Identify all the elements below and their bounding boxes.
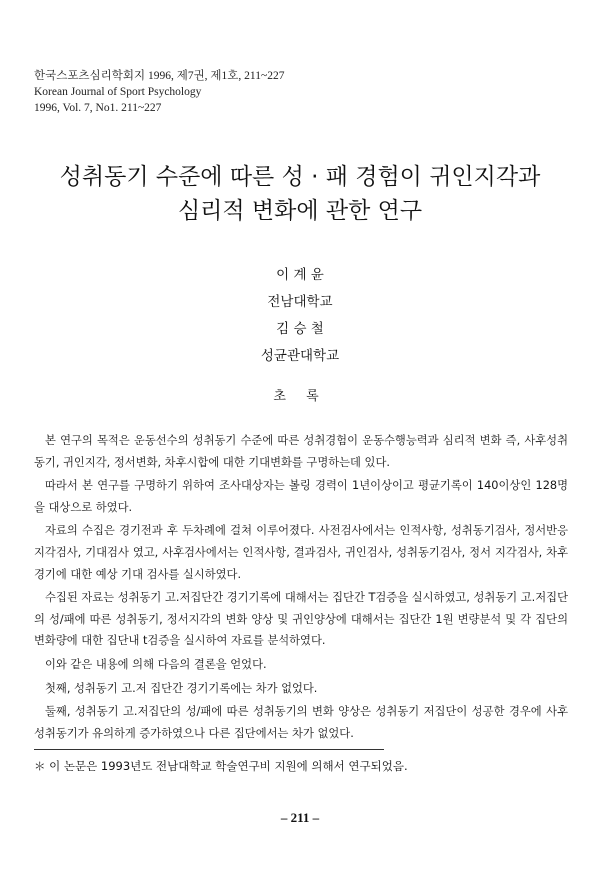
- author-name: 이 계 윤: [276, 267, 324, 283]
- abstract-heading: 초 록: [273, 389, 327, 404]
- abstract-paragraph: 이와 같은 내용에 의해 다음의 결론을 얻었다.: [45, 657, 267, 671]
- abstract-paragraph: 둘째, 성취동기 고.저집단의 성/패에 따른 성취동기의 변화 양상은 성취동기 저집단이 성공한 경우에 사후 성취동기가 유의하게 증가하였으나 다른 집단에서는 차가 없었다.: [34, 705, 568, 740]
- paper-title-line-1: 성취동기 수준에 따른 성 · 패 경험이 귀인지각과: [59, 164, 541, 190]
- paper-title-line-2: 심리적 변화에 관한 연구: [177, 198, 423, 224]
- abstract-paragraph: 자료의 수집은 경기전과 후 두차례에 걸쳐 이루어졌다. 사전검사에서는 인적사항, 성취동기검사, 정서반응 지각검사, 기대검사 였고, 사후검사에서는 인적사항, 결과검사, 귀인검사, 성취동기검사, 정서 지각검사, 차후 경기에 대한 예상 기대 검사를 실시하였다.: [34, 524, 568, 581]
- abstract-paragraph: 수집된 자료는 성취동기 고.저집단간 경기기록에 대해서는 집단간 T검증을 실시하였고, 성취동기 고.저집단의 성/패에 따른 성취동기, 정서지각의 변화 양상 및 귀인양상에 대해서는 집단간 1원 변량분석 및 각 집단의 변화량에 대한 집단내 t검증을 실시하여 자료를 분석하였다.: [34, 591, 568, 648]
- journal-english-name: Korean Journal of Sport Psychology: [34, 86, 202, 98]
- author-affiliation: 성균관대학교: [260, 348, 340, 364]
- abstract-paragraph: 본 연구의 목적은 운동선수의 성취동기 수준에 따른 성취경험이 운동수행능력과 심리적 변화 즉, 사후성취동기, 귀인지각, 정서변화, 차후시합에 대한 기대변화를 구명하는데 있다.: [34, 434, 568, 469]
- abstract-paragraph: 첫째, 성취동기 고.저 집단간 경기기록에는 차가 없었다.: [45, 681, 318, 695]
- author-affiliation: 전남대학교: [267, 294, 333, 310]
- abstract-paragraph: 따라서 본 연구를 구명하기 위하여 조사대상자는 볼링 경력이 1년이상이고 평균기록이 140이상인 128명을 대상으로 하였다.: [34, 479, 568, 514]
- footnote-divider: [34, 749, 384, 750]
- journal-citation: [34, 68, 284, 116]
- author-name: 김 승 철: [276, 321, 324, 337]
- journal-korean-citation: 한국스포츠심리학회지 1996, 제7권, 제1호, 211~227: [34, 70, 285, 82]
- footnote: ＊ 이 논문은 1993년도 전남대학교 학술연구비 지원에 의해서 연구되었음.: [34, 759, 408, 773]
- paper-title: [0, 160, 600, 228]
- page-number: – 211 –: [280, 810, 320, 825]
- journal-volume-info: 1996, Vol. 7, No1. 211~227: [34, 102, 162, 114]
- abstract-body: [34, 430, 568, 746]
- author-block: [0, 262, 600, 370]
